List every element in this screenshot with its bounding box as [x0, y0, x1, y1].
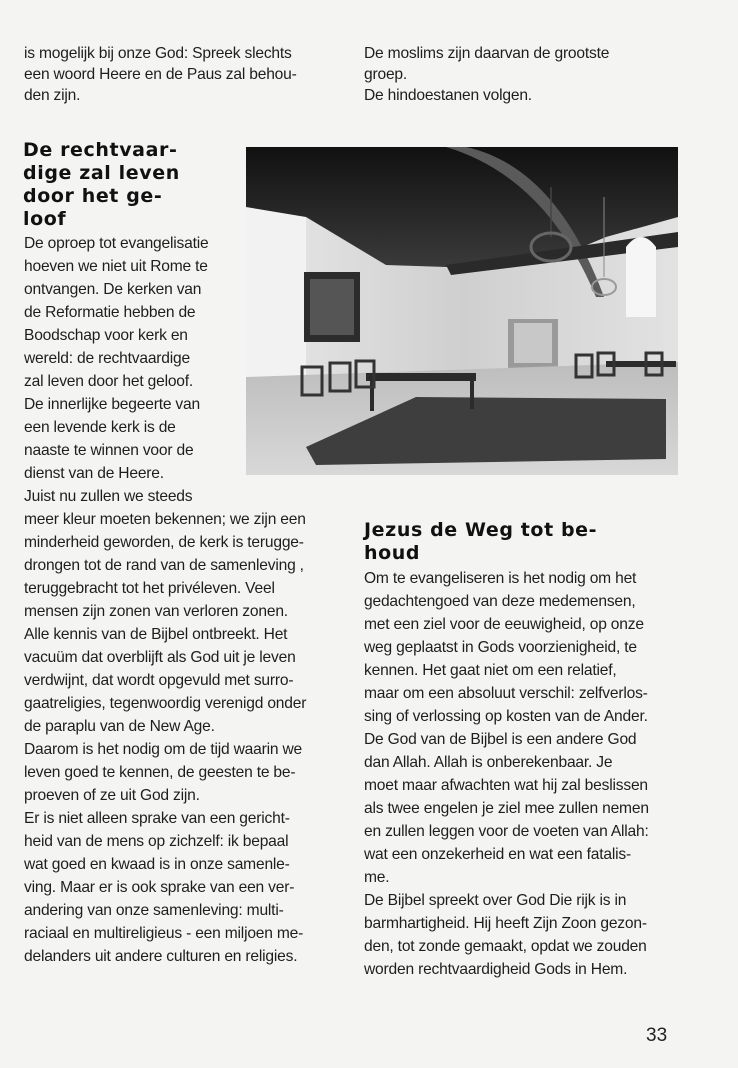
body-line: gaatreligies, tegenwoordig verenigd onder — [24, 695, 307, 712]
body-line: als twee engelen je ziel mee zullen nemen — [364, 800, 649, 817]
body-line: ving. Maar er is ook sprake van een ver- — [24, 879, 295, 896]
body-line: een levende kerk is de — [24, 419, 176, 436]
body-line: kennen. Het gaat niet om een relatief, — [364, 662, 617, 679]
body-line: hoeven we niet uit Rome te — [24, 258, 208, 275]
body-line: proeven of ze uit God zijn. — [24, 787, 200, 804]
body-line: en zullen leggen voor de voeten van Allah: — [364, 823, 649, 840]
body-line: barmhartigheid. Hij heeft Zijn Zoon gezon- — [364, 915, 647, 932]
body-line: De oproep tot evangelisatie — [24, 235, 209, 252]
body-line: wat goed en kwaad is in onze samenle- — [24, 856, 290, 873]
body-line: moet maar afwachten wat hij zal beslissen — [364, 777, 648, 794]
section-heading: loof — [23, 208, 67, 230]
body-line: den zijn. — [24, 87, 81, 104]
body-line: zal leven door het geloof. — [24, 373, 194, 390]
body-line: drongen tot de rand van de samenleving , — [24, 557, 304, 574]
body-line: gedachtengoed van deze medemensen, — [364, 593, 636, 610]
body-line: delanders uit andere culturen en religies. — [24, 948, 298, 965]
body-line: de Reformatie hebben de — [24, 304, 196, 321]
body-line: worden rechtvaardigheid Gods in Hem. — [364, 961, 628, 978]
body-line: De hindoestanen volgen. — [364, 87, 532, 104]
body-line: Daarom is het nodig om de tijd waarin we — [24, 741, 303, 758]
body-line: Alle kennis van de Bijbel ontbreekt. Het — [24, 626, 288, 643]
body-line: wat een onzekerheid en wat een fatalis- — [364, 846, 631, 863]
body-line: raciaal en multireligieus - een miljoen me- — [24, 925, 304, 942]
body-line: De moslims zijn daarvan de grootste — [364, 45, 610, 62]
section-heading: Jezus de Weg tot be- — [364, 519, 598, 541]
body-line: heid van de mens op zichzelf: ik bepaal — [24, 833, 289, 850]
body-line: teruggebracht tot het privéleven. Veel — [24, 580, 275, 597]
body-line: maar om een absoluut verschil: zelfverlos- — [364, 685, 648, 702]
body-line: een woord Heere en de Paus zal behou- — [24, 66, 297, 83]
body-line: minderheid geworden, de kerk is terugge- — [24, 534, 304, 551]
section-heading: De rechtvaar- — [23, 139, 178, 161]
body-line: naaste te winnen voor de — [24, 442, 194, 459]
body-line: sing of verlossing op kosten van de Ander. — [364, 708, 648, 725]
body-line: andering van onze samenleving: multi- — [24, 902, 284, 919]
body-line: me. — [364, 869, 390, 886]
body-line: meer kleur moeten bekennen; we zijn een — [24, 511, 306, 528]
body-line: den, tot zonde gemaakt, opdat we zouden — [364, 938, 647, 955]
body-line: met een ziel voor de eeuwigheid, op onze — [364, 616, 644, 633]
body-line: is mogelijk bij onze God: Spreek slechts — [24, 45, 292, 62]
body-line: Boodschap voor kerk en — [24, 327, 188, 344]
body-line: de paraplu van de New Age. — [24, 718, 215, 735]
body-line: wereld: de rechtvaardige — [24, 350, 190, 367]
body-line: Juist nu zullen we steeds — [24, 488, 193, 505]
church-interior-photo — [246, 147, 678, 475]
body-line: ontvangen. De kerken van — [24, 281, 202, 298]
body-line: De Bijbel spreekt over God Die rijk is in — [364, 892, 627, 909]
section-heading: houd — [364, 542, 421, 564]
page-number: 33 — [646, 1025, 668, 1046]
body-line: De God van de Bijbel is een andere God — [364, 731, 637, 748]
body-line: Om te evangeliseren is het nodig om het — [364, 570, 637, 587]
section-heading: door het ge- — [23, 185, 163, 207]
body-line: dan Allah. Allah is onberekenbaar. Je — [364, 754, 613, 771]
body-line: verdwijnt, dat wordt opgevuld met surro- — [24, 672, 294, 689]
body-line: mensen zijn zonen van verloren zonen. — [24, 603, 288, 620]
body-line: Er is niet alleen sprake van een gericht- — [24, 810, 290, 827]
body-line: dienst van de Heere. — [24, 465, 164, 482]
body-line: vacuüm dat overblijft als God uit je leven — [24, 649, 296, 666]
body-line: De innerlijke begeerte van — [24, 396, 200, 413]
body-line: leven goed te kennen, de geesten te be- — [24, 764, 296, 781]
body-line: groep. — [364, 66, 408, 83]
body-line: weg geplaatst in Gods voorzienigheid, te — [364, 639, 637, 656]
section-heading: dige zal leven — [23, 162, 180, 184]
